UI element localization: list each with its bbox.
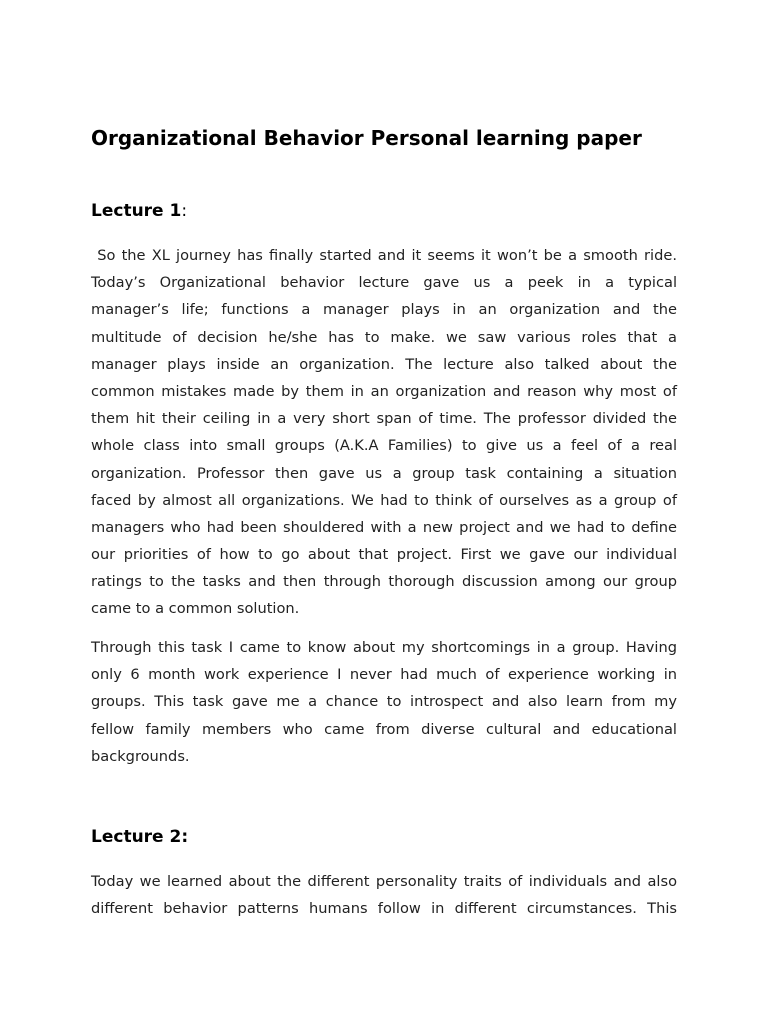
paragraph-line: Today’s Organizational behavior lecture gave us a peek in a typical: [91, 274, 677, 292]
paragraph-line: managers who had been shouldered with a new project and we had to define: [91, 518, 677, 536]
paragraph-line: them hit their ceiling in a very short span of time. The professor divided the: [91, 410, 677, 428]
paragraph-line: manager plays inside an organization. The lecture also talked about the: [91, 355, 677, 373]
paragraph-line: only 6 month work experience I never had much of experience working in: [91, 666, 677, 684]
paragraph-line: faced by almost all organizations. We had to think of ourselves as a group of: [91, 491, 677, 509]
lecture-1-paragraph-1: [91, 242, 677, 623]
document-title: Organizational Behavior Personal learning paper: [91, 126, 642, 150]
lecture-1-heading-text: Lecture 1: [91, 201, 182, 221]
paragraph-line: multitude of decision he/she has to make. we saw various roles that a: [91, 328, 677, 346]
paragraph-line: So the XL journey has finally started and it seems it won’t be a smooth ride.: [91, 247, 677, 264]
lecture-1-heading-colon: :: [181, 201, 188, 221]
paragraph-line: our priorities of how to go about that project. First we gave our individual: [91, 546, 677, 564]
paragraph-line: groups. This task gave me a chance to introspect and also learn from my: [91, 693, 677, 711]
paragraph-line: different behavior patterns humans follow in different circumstances. This: [91, 900, 677, 918]
paragraph-line: manager’s life; functions a manager plays in an organization and the: [91, 301, 677, 319]
lecture-1-heading: [91, 199, 187, 223]
paragraph-line: backgrounds.: [91, 747, 190, 765]
lecture-1-paragraph-2: [91, 634, 677, 770]
paragraph-line: common mistakes made by them in an organization and reason why most of: [91, 382, 677, 400]
paragraph-line: came to a common solution.: [91, 600, 300, 618]
paragraph-line: whole class into small groups (A.K.A Families) to give us a feel of a real: [91, 437, 677, 455]
paragraph-line: Today we learned about the different personality traits of individuals and also: [91, 873, 677, 890]
paragraph-line: Through this task I came to know about my shortcomings in a group. Having: [91, 639, 677, 656]
paragraph-line: fellow family members who came from diverse cultural and educational: [91, 720, 677, 738]
lecture-2-paragraph-1: [91, 868, 677, 922]
lecture-2-heading: Lecture 2:: [91, 827, 189, 847]
paragraph-line: ratings to the tasks and then through thorough discussion among our group: [91, 573, 677, 591]
paragraph-line: organization. Professor then gave us a group task containing a situation: [91, 464, 677, 482]
